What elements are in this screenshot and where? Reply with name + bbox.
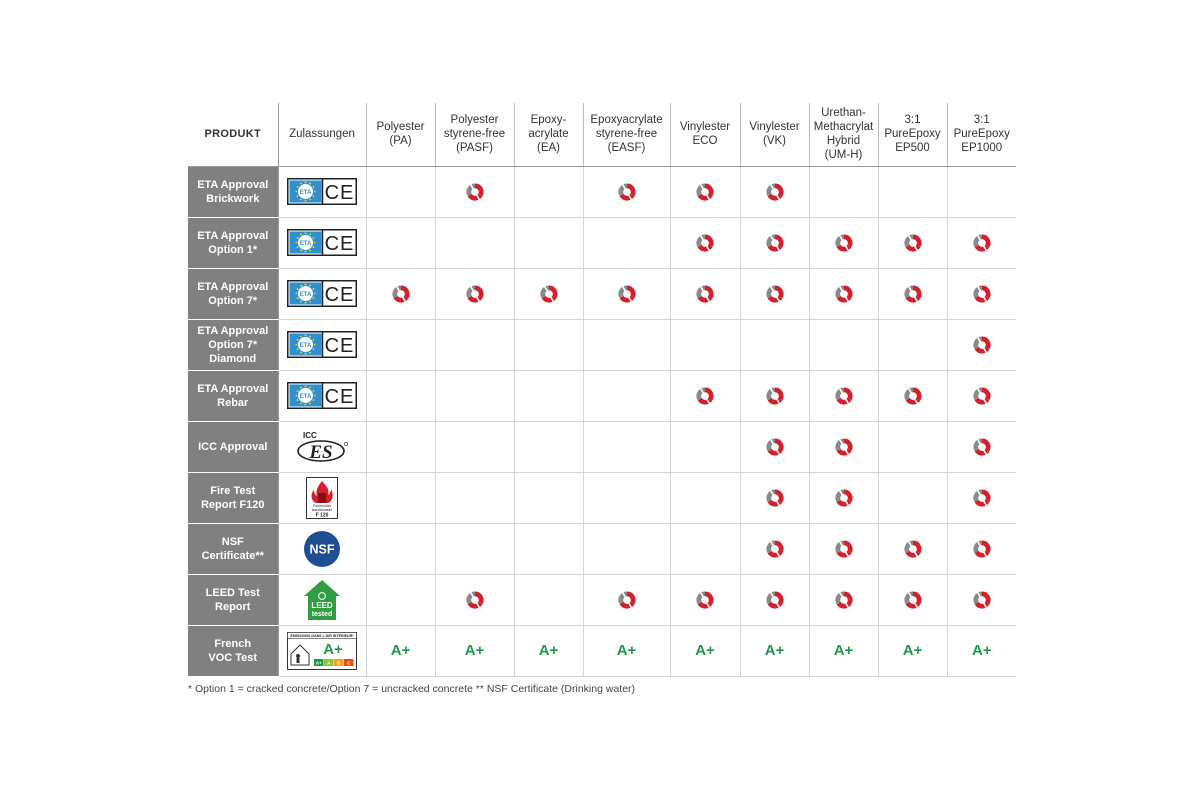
approval-mark-icon [903, 539, 923, 559]
approval-mark-icon [765, 386, 785, 406]
matrix-cell [435, 217, 514, 268]
row-header [188, 421, 278, 472]
grade-label: A+ [538, 641, 559, 659]
column-header [583, 103, 670, 166]
matrix-cell [740, 268, 809, 319]
row-header-label: ETA Approval Option 7* [197, 280, 269, 307]
grade-label: A+ [464, 641, 485, 659]
matrix-cell [435, 472, 514, 523]
approval-mark-icon [765, 488, 785, 508]
column-header-label: 3:1 PureEpoxy EP500 [884, 114, 941, 155]
approval-mark-icon [465, 590, 485, 610]
svg-text:LEED: LEED [311, 600, 333, 610]
matrix-cell [435, 625, 514, 676]
row-header-label: ETA Approval Option 7* Diamond [197, 324, 269, 365]
column-header-label: Polyester styrene-free (PASF) [443, 114, 506, 155]
approval-mark-icon [972, 590, 992, 610]
svg-text:tested: tested [311, 610, 333, 618]
svg-text:standsklasse: standsklasse [311, 507, 333, 512]
approval-matrix [188, 103, 1016, 677]
svg-text:CE: CE [324, 335, 355, 357]
matrix-cell [878, 217, 947, 268]
matrix-cell [878, 421, 947, 472]
matrix-cell [878, 472, 947, 523]
matrix-cell [435, 319, 514, 370]
grade-label: A+ [902, 641, 923, 659]
svg-text:CE: CE [324, 386, 355, 408]
svg-text:ETA: ETA [299, 343, 312, 349]
approval-mark-icon [834, 488, 854, 508]
matrix-cell [878, 523, 947, 574]
matrix-cell [514, 574, 583, 625]
column-header-label: Epoxy- acrylate (EA) [528, 114, 569, 155]
matrix-cell [670, 472, 740, 523]
approval-mark-icon [972, 284, 992, 304]
matrix-cell [514, 217, 583, 268]
grade-label: A+ [616, 641, 637, 659]
approval-mark-icon [834, 539, 854, 559]
table-row [188, 370, 1016, 421]
matrix-cell [740, 217, 809, 268]
matrix-cell [435, 166, 514, 217]
matrix-cell [366, 166, 435, 217]
approval-mark-icon [695, 182, 715, 202]
matrix-cell [583, 319, 670, 370]
row-header [188, 574, 278, 625]
row-header [188, 472, 278, 523]
approval-logo-cell [278, 166, 366, 217]
svg-text:ICC: ICC [303, 430, 317, 440]
matrix-cell [809, 523, 878, 574]
fire-certificate-logo [306, 477, 338, 519]
table-row [188, 217, 1016, 268]
matrix-cell [670, 523, 740, 574]
approval-mark-icon [695, 590, 715, 610]
matrix-cell [878, 370, 947, 421]
svg-text:CE: CE [324, 233, 355, 255]
leed-logo [303, 579, 341, 621]
approval-mark-icon [972, 437, 992, 457]
svg-text:NSF: NSF [309, 542, 335, 556]
matrix-cell [809, 421, 878, 472]
column-header [809, 103, 878, 166]
matrix-cell [514, 370, 583, 421]
approval-mark-icon [695, 233, 715, 253]
approvals-header: Zulassungen [278, 103, 366, 166]
approval-logo-cell [278, 472, 366, 523]
matrix-cell [809, 166, 878, 217]
matrix-cell [670, 166, 740, 217]
svg-text:ETA: ETA [299, 394, 312, 400]
table-row [188, 319, 1016, 370]
matrix-cell [366, 268, 435, 319]
matrix-cell [878, 319, 947, 370]
table-row [188, 421, 1016, 472]
matrix-cell [809, 472, 878, 523]
matrix-cell [809, 268, 878, 319]
matrix-cell [740, 370, 809, 421]
matrix-cell [947, 523, 1016, 574]
approval-mark-icon [695, 386, 715, 406]
svg-text:F 120: F 120 [315, 512, 329, 518]
matrix-cell [947, 472, 1016, 523]
matrix-cell [514, 523, 583, 574]
matrix-cell [947, 421, 1016, 472]
approval-mark-icon [617, 182, 637, 202]
header-row [188, 103, 1016, 166]
matrix-cell [583, 625, 670, 676]
matrix-cell [809, 574, 878, 625]
svg-text:A+: A+ [315, 660, 322, 665]
row-header-label: ICC Approval [198, 440, 268, 453]
table-row [188, 472, 1016, 523]
matrix-cell [740, 421, 809, 472]
matrix-cell [740, 625, 809, 676]
matrix-cell [583, 268, 670, 319]
matrix-cell [740, 319, 809, 370]
svg-text:ETA: ETA [299, 190, 312, 196]
matrix-cell [670, 625, 740, 676]
svg-text:CE: CE [324, 182, 355, 204]
matrix-cell [670, 319, 740, 370]
matrix-cell [583, 472, 670, 523]
matrix-cell [366, 472, 435, 523]
matrix-cell [670, 217, 740, 268]
matrix-cell [670, 370, 740, 421]
approval-mark-icon [765, 284, 785, 304]
approval-logo-cell [278, 268, 366, 319]
matrix-cell [947, 370, 1016, 421]
svg-text:ETA: ETA [299, 241, 312, 247]
approval-mark-icon [617, 284, 637, 304]
nsf-logo [303, 530, 341, 568]
approval-mark-icon [972, 335, 992, 355]
column-header-label: Polyester (PA) [376, 121, 425, 148]
row-header [188, 166, 278, 217]
matrix-cell [366, 217, 435, 268]
matrix-cell [435, 421, 514, 472]
approval-logo-cell [278, 217, 366, 268]
matrix-cell [740, 166, 809, 217]
approval-mark-icon [834, 386, 854, 406]
column-header-label: Vinylester (VK) [749, 121, 800, 148]
column-header [947, 103, 1016, 166]
matrix-cell [878, 166, 947, 217]
approval-mark-icon [834, 284, 854, 304]
matrix-cell [366, 370, 435, 421]
matrix-cell [583, 166, 670, 217]
product-header: PRODUKT [188, 103, 278, 166]
approval-mark-icon [903, 233, 923, 253]
table-row [188, 574, 1016, 625]
approval-logo-cell [278, 574, 366, 625]
svg-text:ETA: ETA [299, 292, 312, 298]
matrix-cell [366, 574, 435, 625]
approval-logo-cell [278, 319, 366, 370]
approval-mark-icon [765, 437, 785, 457]
table-row [188, 166, 1016, 217]
svg-text:ÉMISSIONS DANS L'AIR INTÉRIEUR: ÉMISSIONS DANS L'AIR INTÉRIEUR* [290, 633, 354, 638]
eta-ce-logo [287, 229, 357, 256]
matrix-cell [740, 523, 809, 574]
row-header-label: Fire Test Report F120 [200, 484, 265, 511]
svg-text:C: C [347, 660, 351, 665]
footnote: * Option 1 = cracked concrete/Option 7 = uncracked concrete ** NSF Certificate (Drinking water) [188, 683, 636, 695]
svg-text:A: A [327, 660, 331, 665]
column-header [366, 103, 435, 166]
voc-label-logo [287, 632, 357, 670]
matrix-cell [878, 574, 947, 625]
svg-text:B: B [337, 660, 341, 665]
approval-mark-icon [617, 590, 637, 610]
svg-text:A+: A+ [323, 640, 343, 658]
approval-mark-icon [972, 539, 992, 559]
eta-ce-logo [287, 178, 357, 205]
approval-mark-icon [765, 182, 785, 202]
approval-mark-icon [695, 284, 715, 304]
matrix-cell [366, 319, 435, 370]
approval-mark-icon [465, 182, 485, 202]
column-header [514, 103, 583, 166]
approval-mark-icon [903, 386, 923, 406]
approval-mark-icon [903, 284, 923, 304]
table-body [188, 166, 1016, 676]
matrix-cell [583, 370, 670, 421]
approval-logo-cell [278, 421, 366, 472]
matrix-cell [366, 523, 435, 574]
approval-mark-icon [903, 590, 923, 610]
matrix-cell [435, 523, 514, 574]
row-header [188, 370, 278, 421]
row-header [188, 268, 278, 319]
matrix-cell [947, 268, 1016, 319]
matrix-cell [366, 421, 435, 472]
matrix-cell [878, 625, 947, 676]
matrix-cell [740, 574, 809, 625]
matrix-cell [947, 319, 1016, 370]
matrix-cell [740, 472, 809, 523]
approval-mark-icon [834, 437, 854, 457]
matrix-cell [809, 217, 878, 268]
svg-text:ES: ES [309, 441, 333, 463]
matrix-cell [878, 268, 947, 319]
row-header-label: ETA Approval Rebar [197, 382, 269, 409]
column-header-label: Vinylester ECO [679, 121, 731, 148]
approval-mark-icon [972, 386, 992, 406]
matrix-cell [809, 625, 878, 676]
approval-mark-icon [765, 233, 785, 253]
matrix-cell [947, 217, 1016, 268]
approval-mark-icon [972, 488, 992, 508]
matrix-cell [583, 574, 670, 625]
row-header-label: ETA Approval Brickwork [197, 178, 269, 205]
table-row [188, 268, 1016, 319]
approval-mark-icon [765, 539, 785, 559]
approval-mark-icon [465, 284, 485, 304]
matrix-cell [670, 574, 740, 625]
row-header [188, 319, 278, 370]
matrix-cell [435, 268, 514, 319]
table-row [188, 625, 1016, 676]
matrix-cell [435, 370, 514, 421]
svg-text:Feuerwider: Feuerwider [313, 503, 331, 508]
matrix-cell [670, 421, 740, 472]
grade-label: A+ [971, 641, 992, 659]
matrix-cell [514, 166, 583, 217]
grade-label: A+ [764, 641, 785, 659]
row-header-label: ETA Approval Option 1* [197, 229, 269, 256]
row-header [188, 625, 278, 676]
column-header [670, 103, 740, 166]
column-header-label: Urethan- Methacrylat Hybrid (UM-H) [813, 107, 874, 162]
matrix-cell [670, 268, 740, 319]
table-row [188, 523, 1016, 574]
matrix-cell [947, 625, 1016, 676]
matrix-cell [435, 574, 514, 625]
matrix-cell [514, 625, 583, 676]
approval-mark-icon [765, 590, 785, 610]
row-header-label: French VOC Test [208, 637, 258, 664]
approval-logo-cell [278, 523, 366, 574]
column-header [878, 103, 947, 166]
matrix-cell [583, 523, 670, 574]
matrix-cell [514, 319, 583, 370]
approval-mark-icon [539, 284, 559, 304]
eta-ce-logo [287, 280, 357, 307]
matrix-cell [514, 472, 583, 523]
approval-mark-icon [834, 233, 854, 253]
row-header-label: LEED Test Report [205, 586, 260, 613]
row-header [188, 217, 278, 268]
approval-logo-cell [278, 370, 366, 421]
column-header [435, 103, 514, 166]
matrix-cell [583, 421, 670, 472]
column-header [740, 103, 809, 166]
grade-label: A+ [695, 641, 715, 659]
column-header-label: 3:1 PureEpoxy EP1000 [953, 114, 1010, 155]
approval-mark-icon [834, 590, 854, 610]
grade-label: A+ [390, 641, 411, 659]
matrix-cell [366, 625, 435, 676]
svg-text:CE: CE [324, 284, 355, 306]
matrix-cell [514, 268, 583, 319]
row-header-label: NSF Certificate** [201, 535, 264, 562]
eta-ce-logo [287, 331, 357, 358]
matrix-cell [947, 166, 1016, 217]
approval-mark-icon [391, 284, 411, 304]
approval-logo-cell [278, 625, 366, 676]
approval-mark-icon [972, 233, 992, 253]
column-header-label: Epoxyacrylate styrene-free (EASF) [590, 114, 663, 155]
matrix-cell [947, 574, 1016, 625]
matrix-cell [809, 319, 878, 370]
matrix-cell [514, 421, 583, 472]
matrix-cell [809, 370, 878, 421]
icc-es-logo [294, 430, 350, 464]
matrix-cell [583, 217, 670, 268]
eta-ce-logo [287, 382, 357, 409]
grade-label: A+ [833, 641, 854, 659]
row-header [188, 523, 278, 574]
